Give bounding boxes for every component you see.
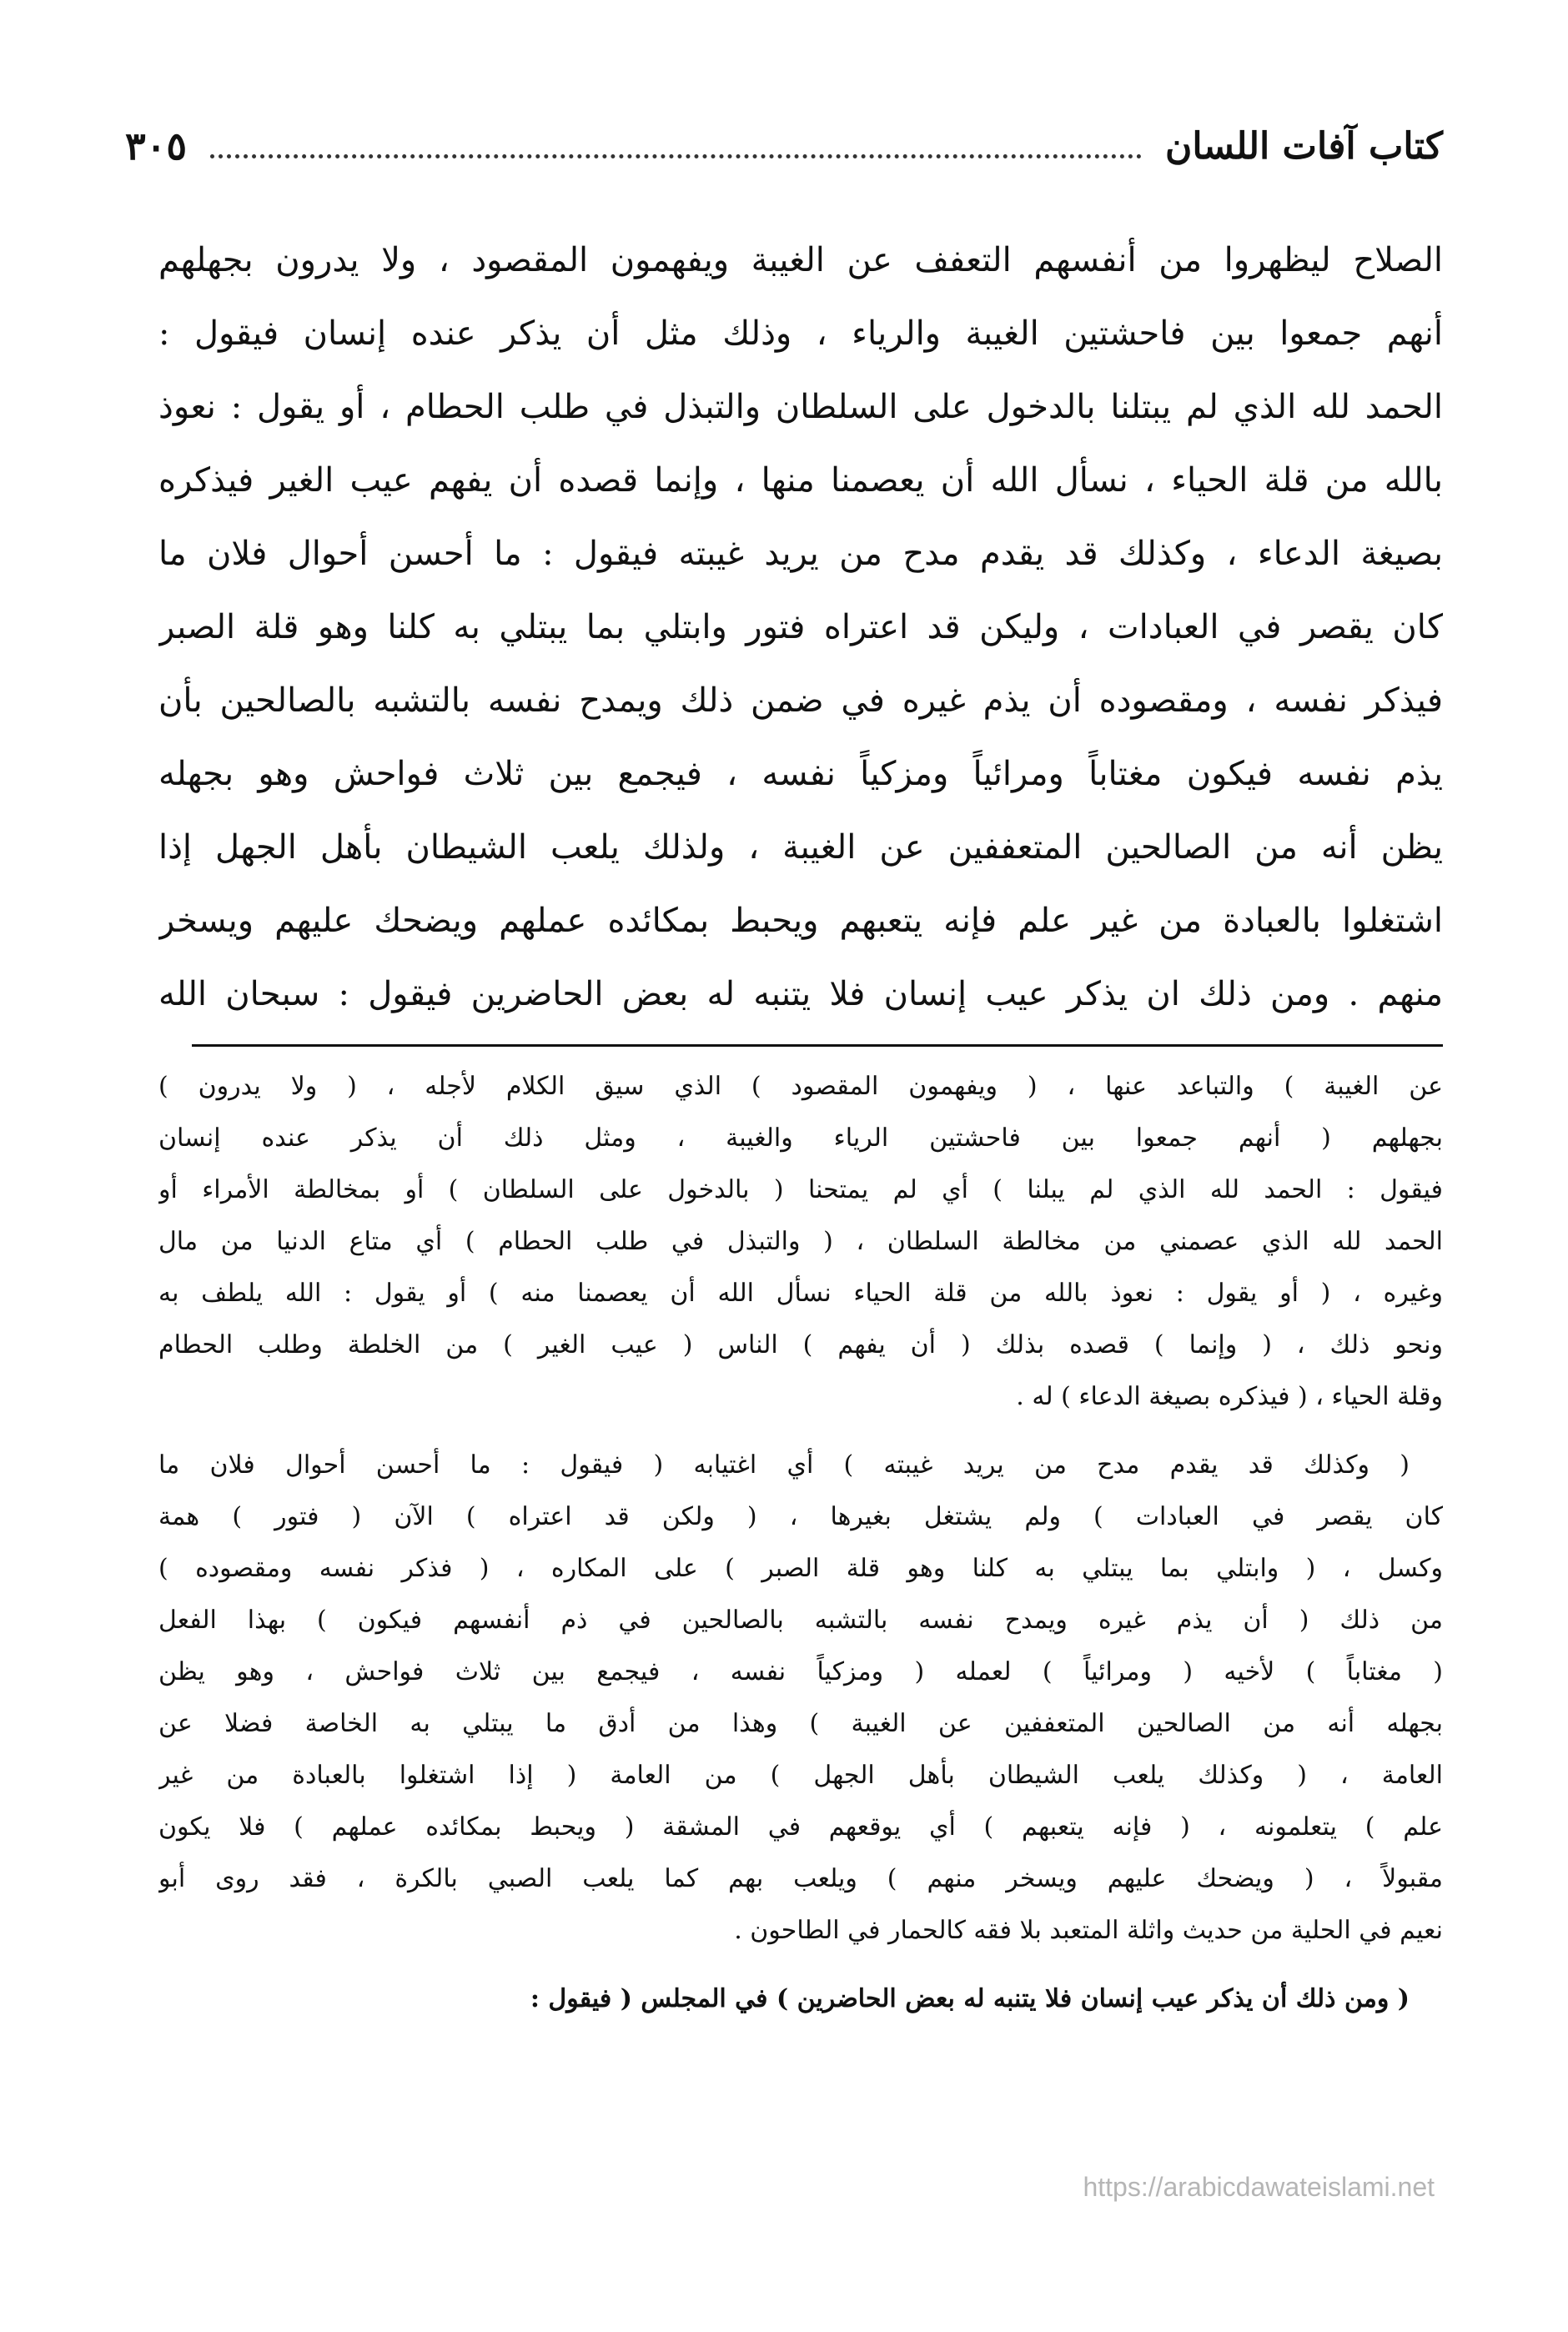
commentary-line: ( مغتاباً ) لأخيه ( ومرائياً ) لعمله ( ومزكياً نفسه ، فيجمع بين ثلاث فواحش ، وهو يظن xyxy=(158,1657,1443,1686)
commentary-line: ونحو ذلك ، ( وإنما ) قصده بذلك ( أن يفهم ) الناس ( عيب الغير ) من الخلطة وطلب الحطام xyxy=(158,1330,1443,1359)
commentary-paragraph xyxy=(158,1061,1443,1423)
main-text xyxy=(158,224,1443,1031)
commentary-paragraph xyxy=(158,1973,1443,2025)
chapter-title: كتاب آفات اللسان xyxy=(1165,124,1443,168)
commentary-line: من ذلك ( أن يذم غيره ويمدح نفسه بالتشبه بالصالحين في ذم أنفسهم فيكون ) بهذا الفعل xyxy=(158,1606,1443,1635)
main-text-line: اشتغلوا بالعبادة من غير علم فإنه يتعبهم ويحبط بمكائده عملهم ويضحك عليهم ويسخر xyxy=(158,902,1443,940)
commentary-line: وكسل ، ( وابتلي بما يبتلي به كلنا وهو قلة الصبر ) على المكاره ، ( فذكر نفسه ومقصوده ) xyxy=(158,1554,1443,1583)
main-text-line: كان يقصر في العبادات ، وليكن قد اعتراه فتور وابتلي بما يبتلي به كلنا وهو قلة الصبر xyxy=(158,608,1443,646)
commentary-line: كان يقصر في العبادات ) ولم يشتغل بغيرها ، ( ولكن قد اعتراه ) الآن ( فتور ) همة xyxy=(158,1502,1443,1531)
running-header xyxy=(125,108,1443,183)
dotted-leader xyxy=(210,154,1142,158)
main-text-line: يذم نفسه فيكون مغتاباً ومرائياً ومزكياً نفسه ، فيجمع بين ثلاث فواحش وهو بجهله xyxy=(158,755,1443,793)
section-divider xyxy=(192,1044,1443,1047)
commentary xyxy=(158,1061,1443,2025)
commentary-paragraph xyxy=(158,1440,1443,1957)
commentary-line: بجهله أنه من الصالحين المتعففين عن الغيبة ) وهذا من أدق ما يبتلي به الخاصة فضلا عن xyxy=(158,1709,1443,1738)
commentary-line: الحمد لله الذي عصمني من مخالطة السلطان ، ( والتبذل في طلب الحطام ) أي متاع الدنيا من مال xyxy=(158,1227,1443,1256)
commentary-line: ( ومن ذلك أن يذكر عيب إنسان فلا يتنبه له بعض الحاضرين ) في المجلس ( فيقول : xyxy=(530,1984,1410,2013)
commentary-line: علم ) يتعلمونه ، ( فإنه يتعبهم ) أي يوقعهم في المشقة ( ويحبط بمكائده عملهم ) فلا يكون xyxy=(158,1812,1443,1842)
main-text-line: يظن أنه من الصالحين المتعففين عن الغيبة ، ولذلك يلعب الشيطان بأهل الجهل إذا xyxy=(158,828,1443,867)
commentary-line: وغيره ، ( أو يقول : نعوذ بالله من قلة الحياء نسأل الله أن يعصمنا منه ) أو يقول : الله يلطف به xyxy=(158,1279,1443,1308)
main-text-line: منهم . ومن ذلك ان يذكر عيب إنسان فلا يتنبه له بعض الحاضرين فيقول : سبحان الله xyxy=(158,975,1443,1013)
commentary-line: العامة ، ( وكذلك يلعب الشيطان بأهل الجهل ) من العامة ( إذا اشتغلوا بالعبادة من غير xyxy=(158,1761,1443,1790)
commentary-line: فيقول : الحمد لله الذي لم يبلنا ) أي لم يمتحنا ( بالدخول على السلطان ) أو بمخالطة الأمراء أو xyxy=(158,1175,1443,1204)
page-number: ٣٠٥ xyxy=(125,123,188,168)
main-text-line: فيذكر نفسه ، ومقصوده أن يذم غيره في ضمن ذلك ويمدح نفسه بالتشبه بالصالحين بأن xyxy=(158,681,1443,720)
main-text-line: أنهم جمعوا بين فاحشتين الغيبة والرياء ، وذلك مثل أن يذكر عنده إنسان فيقول : xyxy=(158,314,1443,353)
commentary-line: بجهلهم ( أنهم جمعوا بين فاحشتين الرياء والغيبة ، ومثل ذلك أن يذكر عنده إنسان xyxy=(158,1123,1443,1153)
commentary-line: عن الغيبة ) والتباعد عنها ، ( ويفهمون المقصود ) الذي سيق الكلام لأجله ، ( ولا يدرون ) xyxy=(158,1072,1443,1101)
main-text-line: الصلاح ليظهروا من أنفسهم التعفف عن الغيبة ويفهمون المقصود ، ولا يدرون بجهلهم xyxy=(158,241,1443,279)
main-text-line: الحمد لله الذي لم يبتلنا بالدخول على السلطان والتبذل في طلب الحطام ، أو يقول : نعوذ xyxy=(158,388,1443,426)
main-text-line: بالله من قلة الحياء ، نسأل الله أن يعصمنا منها ، وإنما قصده أن يفهم عيب الغير فيذكره xyxy=(158,461,1443,500)
commentary-line: ( وكذلك قد يقدم مدح من يريد غيبته ) أي اغتيابه ( فيقول : ما أحسن أحوال فلان ما xyxy=(158,1450,1410,1480)
main-text-line: بصيغة الدعاء ، وكذلك قد يقدم مدح من يريد غيبته فيقول : ما أحسن أحوال فلان ما xyxy=(158,535,1443,573)
commentary-line: نعيم في الحلية من حديث واثلة المتعبد بلا فقه كالحمار في الطاحون . xyxy=(734,1916,1443,1945)
commentary-line: مقبولاً ، ( ويضحك عليهم ويسخر منهم ) ويلعب بهم كما يلعب الصبي بالكرة ، فقد روى أبو xyxy=(158,1864,1443,1893)
commentary-line: وقلة الحياء ، ( فيذكره بصيغة الدعاء ) له . xyxy=(1016,1382,1443,1411)
watermark-url: https://arabicdawateislami.net xyxy=(1083,2172,1435,2202)
